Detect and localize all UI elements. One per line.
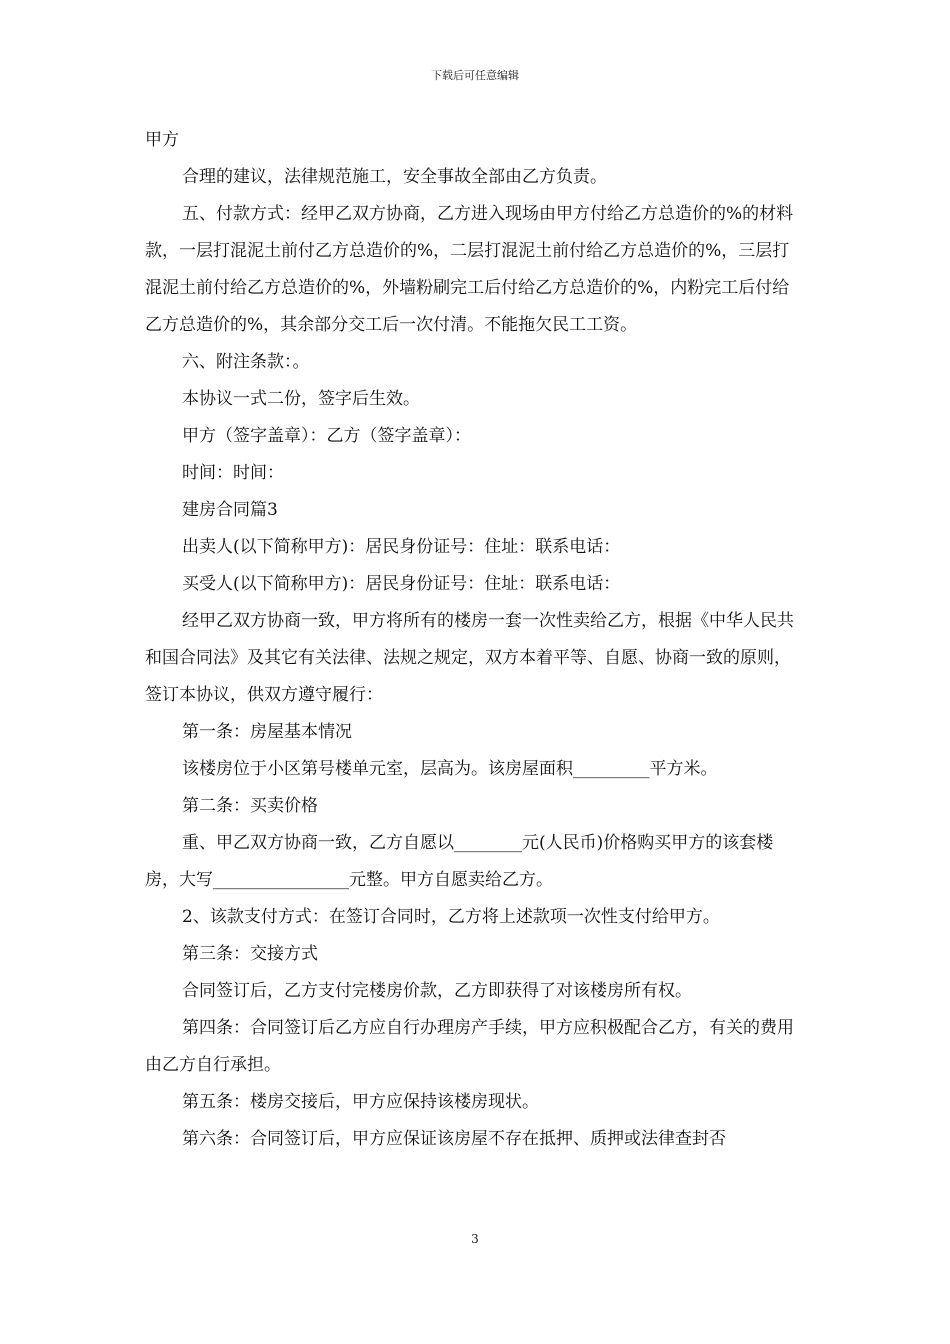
paragraph: 甲方	[145, 130, 179, 150]
paragraph: 2、该款支付方式：在签订合同时，乙方将上述款项一次性支付给甲方。	[182, 907, 720, 927]
paragraph: 买受人(以下简称甲方)：居民身份证号：住址：联系电话：	[182, 574, 621, 594]
paragraph: 该楼房位于小区第号楼单元室，层高为。该房屋面积_________平方米。	[182, 759, 718, 779]
paragraph: 建房合同篇3	[182, 500, 278, 520]
paragraph: 重、甲乙双方协商一致，乙方自愿以________元(人民币)价格购买甲方的该套楼房，大写________________元整。甲方自愿卖给乙方。	[145, 833, 774, 890]
page-header: 下载后可任意编辑	[431, 69, 519, 82]
paragraph: 甲方（签字盖章）：乙方（签字盖章）：	[182, 426, 471, 446]
document-body	[145, 122, 805, 1158]
paragraph: 第五条：楼房交接后，甲方应保持该楼房现状。	[182, 1092, 539, 1112]
paragraph: 合理的建议，法律规范施工，安全事故全部由乙方负责。	[182, 167, 607, 187]
paragraph: 第四条：合同签订后乙方应自行办理房产手续，甲方应积极配合乙方，有关的费用由乙方自行承担。	[145, 1018, 794, 1075]
paragraph: 第二条：买卖价格	[182, 796, 318, 816]
paragraph: 第六条：合同签订后，甲方应保证该房屋不存在抵押、质押或法律查封否	[182, 1129, 726, 1149]
paragraph: 出卖人(以下简称甲方)：居民身份证号：住址：联系电话：	[182, 537, 621, 557]
paragraph: 六、附注条款：。	[182, 352, 310, 372]
paragraph: 合同签订后，乙方支付完楼房价款，乙方即获得了对该楼房所有权。	[182, 981, 692, 1001]
page-number: 3	[471, 1232, 479, 1246]
paragraph: 第一条：房屋基本情况	[182, 722, 352, 742]
paragraph: 五、付款方式：经甲乙双方协商，乙方进入现场由甲方付给乙方总造价的%的材料款，一层打混泥土前付乙方总造价的%，二层打混泥土前付给乙方总造价的%，三层打混泥土前付给乙方总造价的%，外墙粉刷完工后付给乙方总造价的%，内粉完工后付给乙方总造价的%，其余部分交工后一次付清。不能拖欠民工工资。	[145, 204, 794, 335]
paragraph: 时间：时间：	[182, 463, 284, 483]
paragraph: 本协议一式二份，签字后生效。	[182, 389, 420, 409]
paragraph: 经甲乙双方协商一致，甲方将所有的楼房一套一次性卖给乙方，根据《中华人民共和国合同法》及其它有关法律、法规之规定，双方本着平等、自愿、协商一致的原则，签订本协议，供双方遵守履行：	[145, 611, 794, 705]
paragraph: 第三条：交接方式	[182, 944, 318, 964]
